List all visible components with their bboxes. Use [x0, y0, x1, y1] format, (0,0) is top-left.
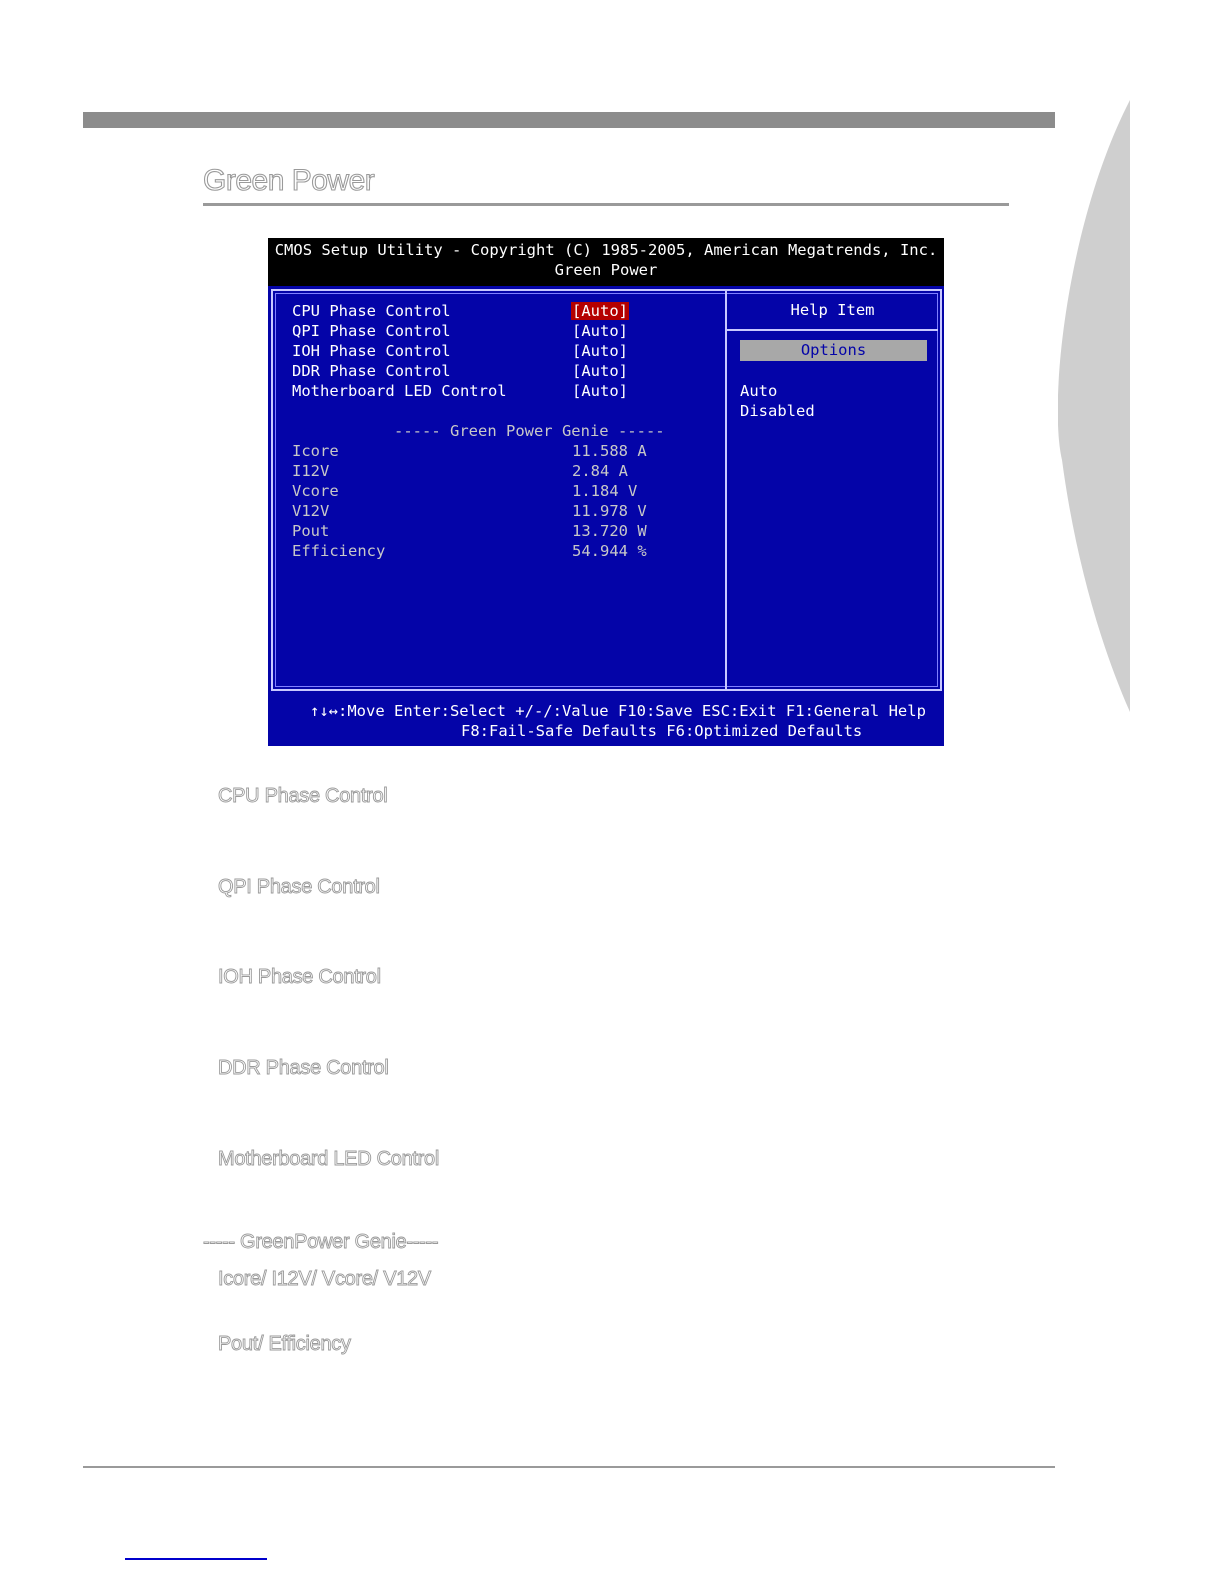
setting-ddr-phase-value[interactable]: [Auto] [572, 362, 628, 380]
genie-section-title: ----- Green Power Genie ----- [394, 422, 665, 440]
title-divider [203, 203, 1009, 206]
heading-pout-efficiency: Pout/ Efficiency [218, 1333, 351, 1355]
reading-v12v-value: 11.978 V [572, 502, 647, 520]
reading-i12v-value: 2.84 A [572, 462, 628, 480]
heading-cpu-phase-control: CPU Phase Control [218, 785, 388, 807]
heading-ddr-phase-control: DDR Phase Control [218, 1057, 389, 1079]
reading-pout-value: 13.720 W [572, 522, 647, 540]
reading-vcore-value: 1.184 V [572, 482, 638, 500]
heading-icore-i12v-vcore-v12v: Icore/ I12V/ Vcore/ V12V [218, 1268, 431, 1290]
reading-icore-value: 11.588 A [572, 442, 647, 460]
reading-pout-label: Pout [292, 522, 330, 540]
setting-ioh-phase-label[interactable]: IOH Phase Control [292, 342, 451, 360]
bios-header [268, 238, 944, 286]
key-legend-line2: F8:Fail-Safe Defaults F6:Optimized Defaults [461, 722, 863, 740]
help-item-title: Help Item [790, 301, 875, 319]
reading-v12v-label: V12V [292, 502, 330, 520]
bios-copyright: CMOS Setup Utility - Copyright (C) 1985-2005, American Megatrends, Inc. [274, 241, 938, 259]
heading-ioh-phase-control: IOH Phase Control [218, 966, 381, 988]
footer-link-underline[interactable] [125, 1558, 267, 1560]
setting-mb-led-label[interactable]: Motherboard LED Control [292, 382, 507, 400]
setting-qpi-phase-value[interactable]: [Auto] [572, 322, 628, 340]
help-option-disabled: Disabled [740, 402, 815, 420]
bios-screen-title: Green Power [554, 261, 658, 279]
setting-qpi-phase-label[interactable]: QPI Phase Control [292, 322, 451, 340]
reading-efficiency-value: 54.944 % [572, 542, 647, 560]
bios-key-legend [268, 696, 944, 746]
setting-cpu-phase-value[interactable]: [Auto] [572, 302, 628, 320]
setting-ioh-phase-value[interactable]: [Auto] [572, 342, 628, 360]
reading-efficiency-label: Efficiency [292, 542, 386, 560]
options-header: Options [740, 340, 927, 361]
reading-i12v-label: I12V [292, 462, 330, 480]
help-divider [727, 329, 938, 331]
header-bar [83, 112, 1055, 128]
key-legend-line1: ↑↓↔:Move Enter:Select +/-/:Value F10:Save ESC:Exit F1:General Help [310, 702, 926, 720]
bios-screen [268, 238, 944, 746]
reading-icore-label: Icore [292, 442, 339, 460]
page-title: Green Power [203, 164, 375, 197]
heading-qpi-phase-control: QPI Phase Control [218, 876, 380, 898]
heading-greenpower-genie: ----- GreenPower Genie----- [203, 1231, 439, 1253]
setting-ddr-phase-label[interactable]: DDR Phase Control [292, 362, 451, 380]
chapter-tab [1058, 100, 1130, 712]
help-option-auto: Auto [740, 382, 778, 400]
reading-vcore-label: Vcore [292, 482, 339, 500]
setting-mb-led-value[interactable]: [Auto] [572, 382, 628, 400]
footer-divider [83, 1466, 1055, 1468]
heading-motherboard-led-control: Motherboard LED Control [218, 1148, 439, 1170]
setting-cpu-phase-label[interactable]: CPU Phase Control [292, 302, 451, 320]
panel-divider [725, 289, 727, 691]
